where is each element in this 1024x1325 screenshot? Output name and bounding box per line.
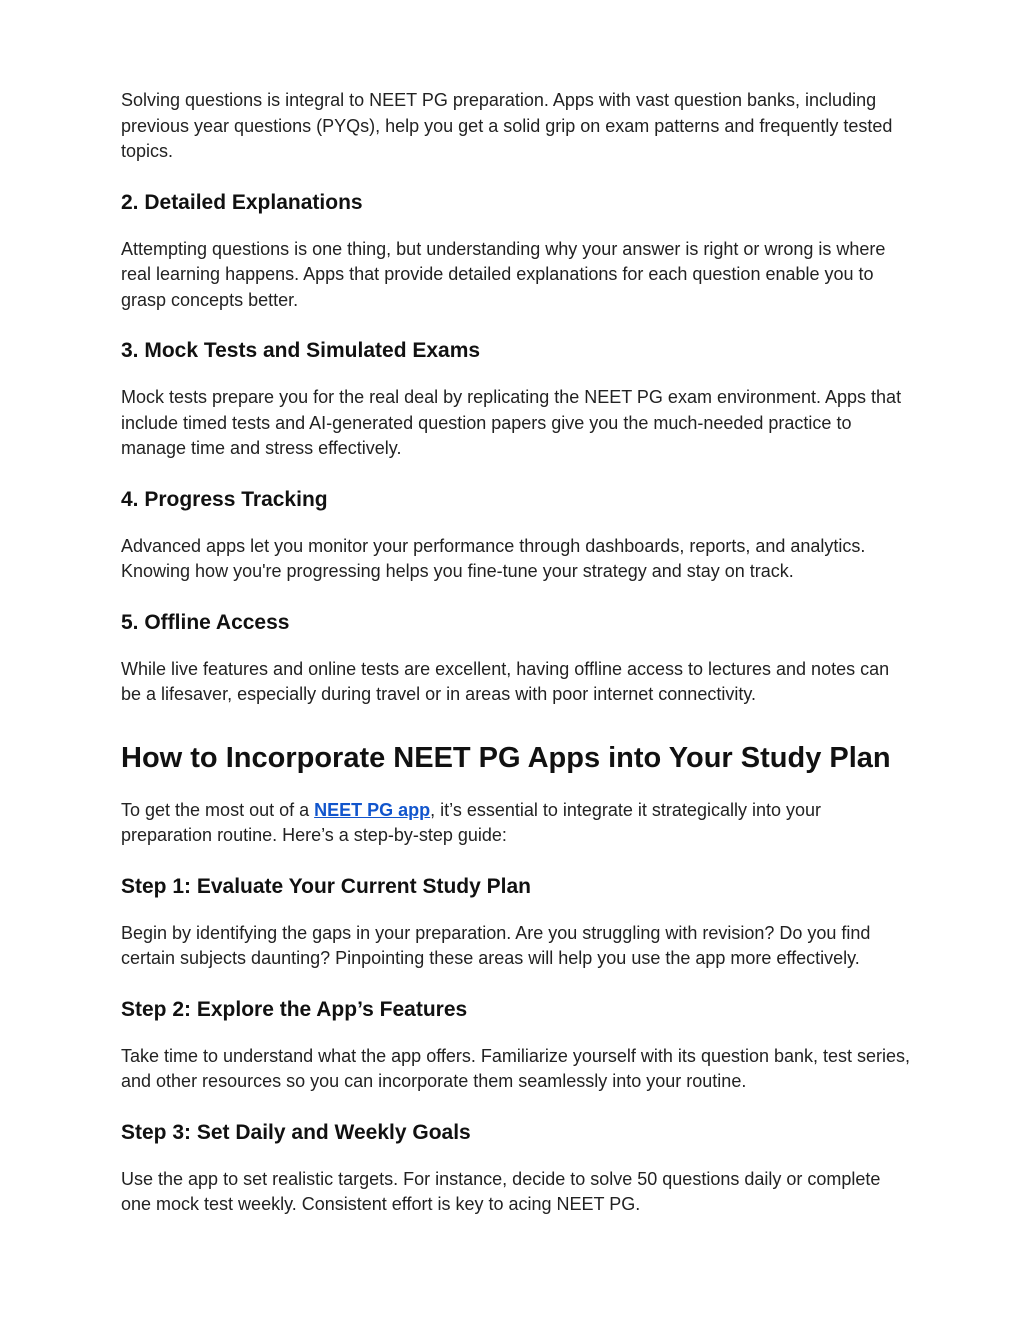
section-heading-detailed-explanations: 2. Detailed Explanations [121, 190, 363, 214]
incorporate-intro-before: To get the most out of a [121, 799, 315, 820]
step-heading-1: Step 1: Evaluate Your Current Study Plan [121, 874, 531, 898]
section-heading-offline-access: 5. Offline Access [121, 610, 290, 634]
step-heading-2: Step 2: Explore the App’s Features [121, 997, 468, 1021]
intro-paragraph: Solving questions is integral to NEET PG preparation. Apps with vast question banks, including previous year questions (PYQs), help you get a solid grip on exam patterns and frequently tested topics. [121, 90, 893, 161]
main-heading: How to Incorporate NEET PG Apps into Your Study Plan [121, 741, 891, 774]
step-body-2: Take time to understand what the app offers. Familiarize yourself with its question bank, test series, and other resources so you can incorporate them seamlessly into your routine. [121, 1045, 911, 1091]
section-body-progress-tracking: Advanced apps let you monitor your performance through dashboards, reports, and analytics. Knowing how you're progressing helps you fine-tune your strategy and stay on track. [121, 535, 866, 581]
step-heading-3: Step 3: Set Daily and Weekly Goals [121, 1120, 471, 1144]
document-page [121, 88, 911, 1218]
step-body-3: Use the app to set realistic targets. For instance, decide to solve 50 questions daily or complete one mock test weekly. Consistent effort is key to acing NEET PG. [121, 1168, 881, 1214]
section-body-detailed-explanations: Attempting questions is one thing, but understanding why your answer is right or wrong is where real learning happens. Apps that provide detailed explanations for each question enable you to grasp concepts better. [121, 238, 886, 310]
section-body-offline-access: While live features and online tests are excellent, having offline access to lectures and notes can be a lifesaver, especially during travel or in areas with poor internet connectivity. [121, 658, 890, 704]
section-heading-progress-tracking: 4. Progress Tracking [121, 487, 328, 511]
section-heading-mock-tests: 3. Mock Tests and Simulated Exams [121, 339, 481, 362]
incorporate-intro-after: , it’s essential to integrate it strategically into your preparation routine. Here’s a step-by-step guide: [121, 799, 821, 845]
step-body-1: Begin by identifying the gaps in your preparation. Are you struggling with revision? Do you find certain subjects daunting? Pinpointing these areas will help you use the app more effectively. [121, 922, 871, 968]
section-body-mock-tests: Mock tests prepare you for the real deal by replicating the NEET PG exam environment. Apps that include timed tests and AI-generated question papers give you the much-needed practice to manage time and stress effectively. [121, 387, 902, 458]
incorporate-intro-paragraph [121, 798, 911, 849]
neet-pg-app-link[interactable]: NEET PG app [314, 799, 431, 820]
